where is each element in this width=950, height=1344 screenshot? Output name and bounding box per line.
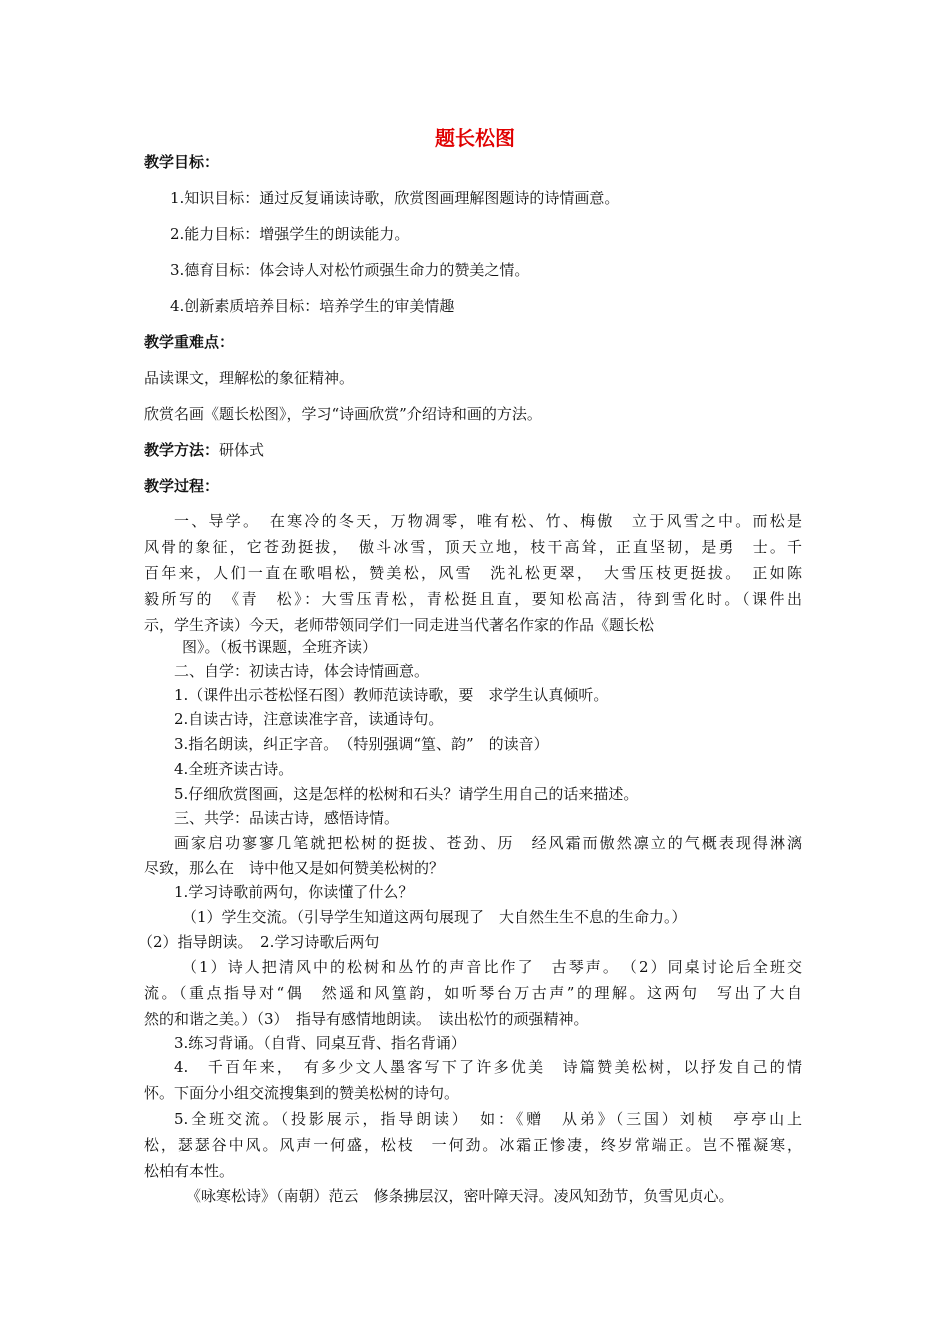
page-title: 题长松图 (435, 126, 515, 150)
objective-item: 1.知识目标：通过反复诵读诗歌，欣赏图画理解图题诗的诗情画意。 (170, 189, 620, 207)
heading-process: 教学过程： (144, 477, 220, 495)
process-line: 4. 千百年来， 有多少文人墨客写下了许多优美 诗篇赞美松树，以抒发自己的情 (174, 1058, 802, 1076)
objective-item: 3.德育目标：体会诗人对松竹顽强生命力的赞美之情。 (170, 261, 530, 279)
method-line (144, 440, 264, 460)
process-line: 5.仔细欣赏图画，这是怎样的松树和石头？请学生用自己的话来描述。 (174, 785, 639, 803)
process-line: 流。（重点指导对“偶 然遥和风篁韵，如听琴台万古声”的理解。这两句 写出了大自 (144, 984, 802, 1002)
process-line: 毅所写的 《青 松》：大雪压青松，青松挺且直，要知松高洁，待到雪化时。（课件出 (144, 590, 802, 608)
process-line: 一、导学。 在寒冷的冬天，万物凋零，唯有松、竹、梅傲 立于风雪之中。而松是 (174, 512, 802, 530)
process-line: 三、共学：品读古诗，感悟诗情。 (174, 809, 400, 827)
heading-method: 教学方法： (144, 441, 220, 459)
method-value: 研体式 (219, 441, 265, 459)
key-point-item: 欣赏名画《题长松图》，学习“诗画欣赏”介绍诗和画的方法。 (144, 405, 542, 423)
process-line: 画家启功寥寥几笔就把松树的挺拔、苍劲、历 经风霜而傲然凛立的气概表现得淋漓 (174, 834, 802, 852)
process-line: 二、自学：初读古诗，体会诗情画意。 (174, 662, 430, 680)
process-line: 3.指名朗读，纠正字音。 （特别强调“篁、韵” 的读音） (174, 735, 549, 753)
process-line: 3.练习背诵。（自背、同桌互背、指名背诵） (174, 1034, 466, 1052)
process-line: 1.学习诗歌前两句，你读懂了什么？ (174, 883, 414, 901)
heading-objectives: 教学目标： (144, 153, 220, 171)
process-line: 《咏寒松诗》（南朝）范云 修条拂层汉，密叶障天浔。凌风知劲节，负雪见贞心。 (186, 1187, 734, 1205)
process-line: 怀。下面分小组交流搜集到的赞美松树的诗句。 (144, 1084, 460, 1102)
process-line: 4.全班齐读古诗。 (174, 760, 294, 778)
process-line: （1）诗人把清风中的松树和丛竹的声音比作了 古琴声。 （2）同桌讨论后全班交 (182, 958, 802, 976)
process-line: 松柏有本性。 (144, 1162, 235, 1180)
process-line: （2）指导朗读。 2.学习诗歌后两句 (138, 933, 380, 951)
key-point-item: 品读课文，理解松的象征精神。 (144, 369, 355, 387)
process-line: 尽致，那么在 诗中他又是如何赞美松树的？ (144, 859, 445, 877)
process-line: 图》。（板书课题，全班齐读） (182, 638, 378, 656)
process-line: 2.自读古诗，注意读准字音，读通诗句。 (174, 710, 444, 728)
process-line: 松，瑟瑟谷中风。风声一何盛，松枝 一何劲。冰霜正惨凄，终岁常端正。岂不罹凝寒， (144, 1136, 802, 1154)
process-line: 百年来，人们一直在歌唱松，赞美松，风雪 洗礼松更翠， 大雪压枝更挺拔。 正如陈 (144, 564, 802, 582)
heading-key-points: 教学重难点： (144, 333, 235, 351)
process-line: 1.（课件出示苍松怪石图）教师范读诗歌，要 求学生认真倾听。 (174, 686, 609, 704)
process-line: （1）学生交流。（引导学生知道这两句展现了 大自然生生不息的生命力。） (182, 908, 687, 926)
process-line: 5.全班交流。（投影展示，指导朗读） 如：《赠 从弟》（三国）刘桢 亭亭山上 (174, 1110, 802, 1128)
process-line: 风骨的象征，它苍劲挺拔， 傲斗冰雪，顶天立地，枝干高耸，正直坚韧，是勇 士。千 (144, 538, 802, 556)
process-line: 示，学生齐读）今天，老师带领同学们一同走进当代著名作家的作品《题长松 (144, 616, 655, 634)
objective-item: 2.能力目标：增强学生的朗读能力。 (170, 225, 410, 243)
objective-item: 4.创新素质培养目标：培养学生的审美情趣 (170, 297, 455, 315)
process-line: 然的和谐之美。）（3） 指导有感情地朗读。 读出松竹的顽强精神。 (144, 1010, 589, 1028)
